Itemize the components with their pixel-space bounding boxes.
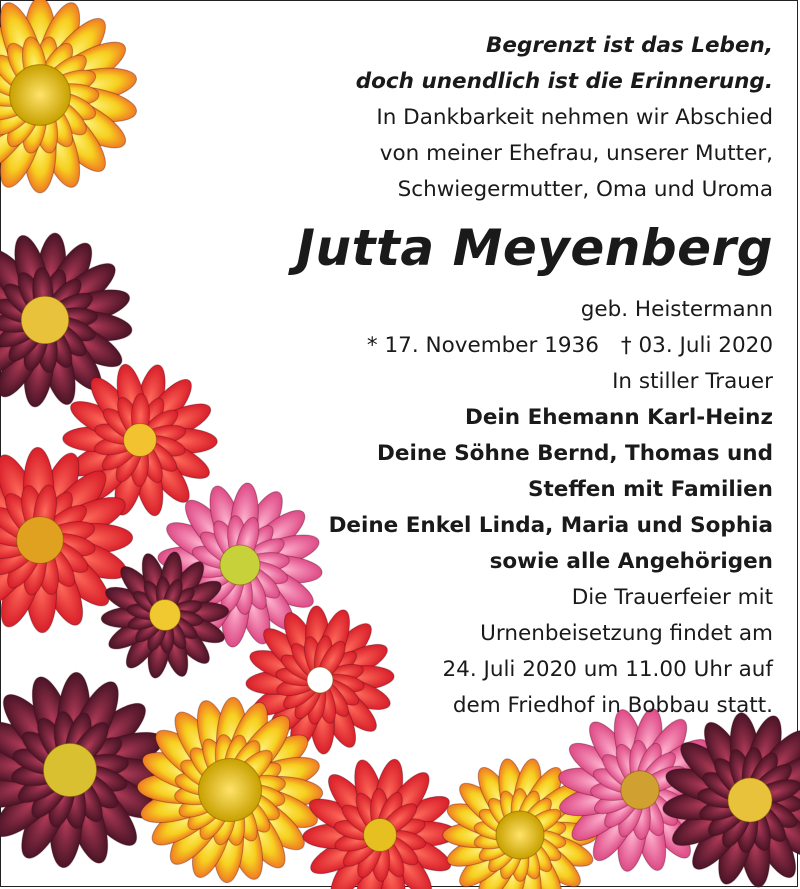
dahlia-flower (0, 671, 169, 868)
mourning-line: In stiller Trauer (612, 369, 773, 394)
obituary-text (153, 28, 773, 724)
motto-line-2: doch unendlich ist die Erinnerung. (355, 69, 773, 94)
mourner-line-5: sowie alle Angehörigen (489, 549, 773, 574)
intro-line-2: von meiner Ehefrau, unserer Mutter, (379, 141, 773, 166)
flower-center (199, 759, 262, 822)
mourner-line-1: Dein Ehemann Karl-Heinz (464, 405, 773, 430)
mourner-line-3: Steffen mit Familien (527, 477, 773, 502)
flower-center (124, 424, 157, 457)
motto-line-1: Begrenzt ist das Leben, (486, 33, 773, 58)
maiden-name: geb. Heistermann (580, 297, 773, 322)
deceased-name: Jutta Meyenberg (296, 219, 773, 277)
flower-center (21, 296, 69, 344)
funeral-line-4: dem Friedhof in Bobbau statt. (452, 693, 773, 718)
mourner-line-2: Deine Söhne Bernd, Thomas und (377, 441, 773, 466)
funeral-line-3: 24. Juli 2020 um 11.00 Uhr auf (442, 657, 773, 682)
mourner-line-4: Deine Enkel Linda, Maria und Sophia (328, 513, 773, 538)
death-date: † 03. Juli 2020 (620, 333, 773, 358)
flower-center (10, 65, 71, 126)
flower-center (43, 743, 96, 796)
birth-date: * 17. November 1936 (366, 333, 599, 358)
dahlia-flower (302, 757, 457, 889)
intro-line-3: Schwiegermutter, Oma und Uroma (397, 177, 773, 202)
intro-line-1: In Dankbarkeit nehmen wir Abschied (376, 105, 773, 130)
flower-center (496, 811, 544, 859)
flower-center (364, 819, 397, 852)
dahlia-flower (0, 231, 134, 408)
flower-center (17, 517, 64, 564)
dahlia-flower (0, 0, 139, 193)
funeral-line-1: Die Trauerfeier mit (571, 585, 773, 610)
funeral-line-2: Urnenbeisetzung findet am (480, 621, 773, 646)
flower-center (621, 771, 659, 809)
flower-center (728, 778, 772, 822)
life-dates (153, 328, 773, 364)
